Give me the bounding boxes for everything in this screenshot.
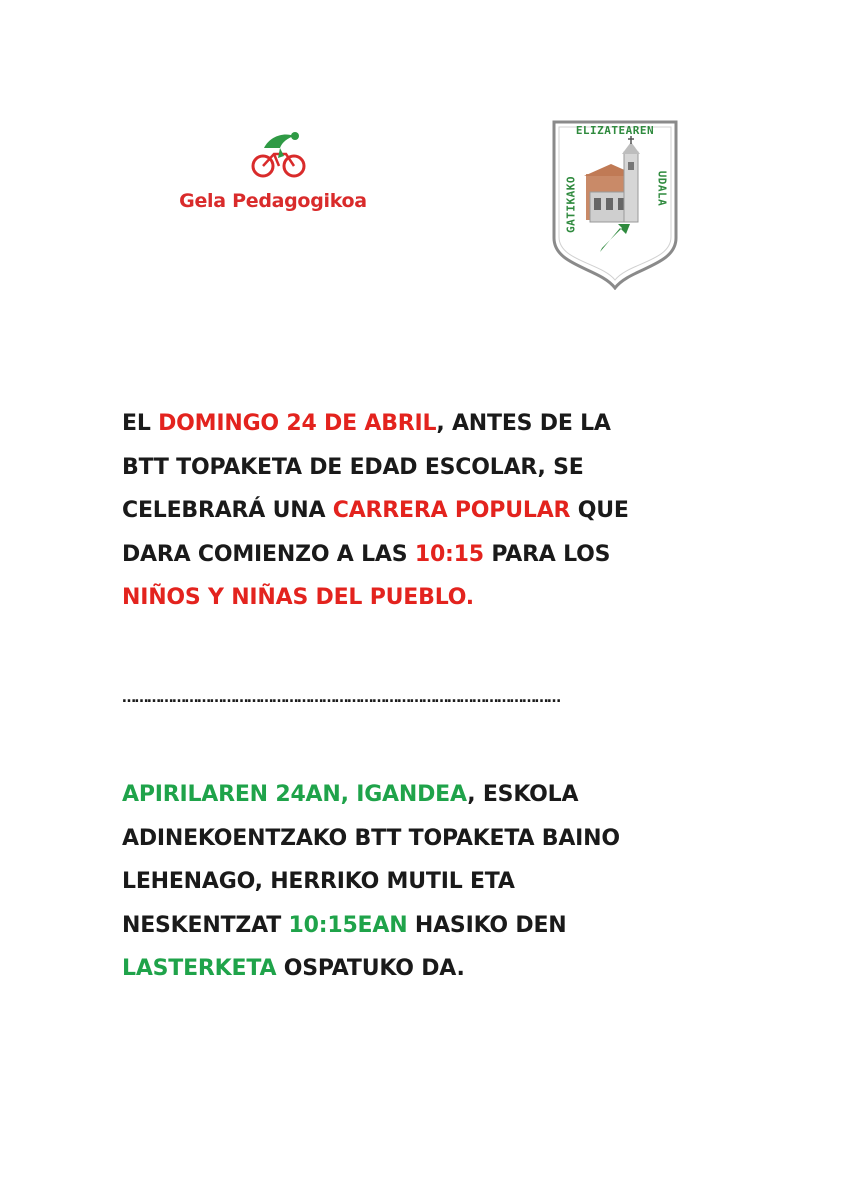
crest-right-text: UDALA [655,170,669,207]
es-text: PARA LOS [483,541,611,567]
eu-line-3: LEHENAGO, HERRIKO MUTIL ETA [122,869,515,894]
es-text: , ANTES DE LA [436,411,611,436]
eu-time: 10:15EAN [288,912,408,938]
eu-text: HASIKO DEN [407,912,567,938]
gela-pedagogikoa-logo [178,126,368,222]
municipal-crest [550,118,680,290]
basque-announcement [122,773,762,991]
es-text: QUE [570,498,629,523]
crest-left-text: GATIKAKO [564,176,578,233]
eu-text: OSPATUKO DA. [276,956,465,981]
eu-line-2: ADINEKOENTZAKO BTT TOPAKETA BAINO [122,825,620,851]
eu-line-1 [122,773,762,817]
eu-date: APIRILAREN 24AN, IGANDEA [122,782,468,807]
cyclist-icon [250,126,306,182]
es-line-5: NIÑOS Y NIÑAS DEL PUEBLO. [122,585,474,610]
es-line-3 [122,489,762,533]
es-text: EL [122,411,159,436]
es-line-2: BTT TOPAKETA DE EDAD ESCOLAR, SE [122,454,584,480]
es-line-4 [122,533,762,577]
es-time: 10:15 [414,541,484,567]
eu-line-4 [122,904,762,948]
dotted-separator: …………………………………………………………………………………………… [122,690,560,706]
es-text: DARA COMIENZO A LAS [122,541,415,567]
spanish-announcement [122,402,762,620]
eu-text: , ESKOLA [467,782,579,807]
crest-top-text: ELIZATEAREN [575,124,655,137]
es-date: DOMINGO 24 DE ABRIL [158,411,437,436]
eu-text: NESKENTZAT [122,912,289,938]
es-line-1 [122,402,762,446]
eu-event: LASTERKETA [122,956,277,981]
es-text: CELEBRARÁ UNA [122,498,333,523]
eu-line-5 [122,947,762,991]
es-event: CARRERA POPULAR [332,498,571,523]
brand-name: Gela Pedagogikoa [179,190,367,212]
